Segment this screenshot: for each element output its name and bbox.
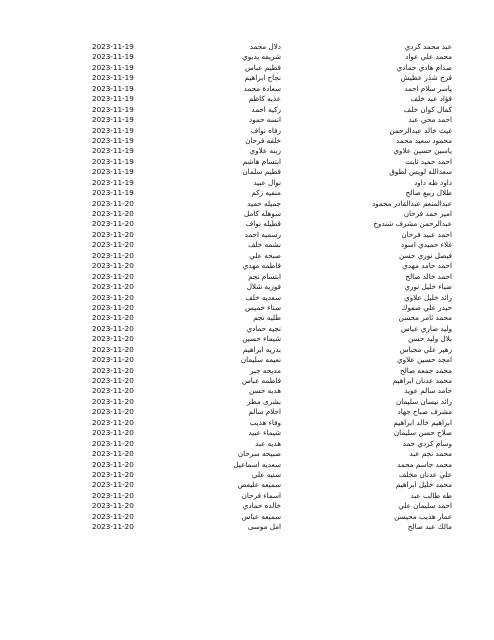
full-name: غلاء حميدي اسود: [400, 240, 452, 250]
record-row: [0, 157, 494, 167]
full-name: محمد نجم عبد: [409, 449, 452, 459]
mother-name: شيماء حسين: [242, 334, 281, 344]
record-row: [0, 303, 494, 313]
full-name: ضياء خليل نوري: [404, 282, 452, 292]
record-row: [0, 105, 494, 115]
date: 2023-11-20: [92, 417, 134, 427]
date: 2023-11-20: [92, 522, 134, 532]
full-name: وليد ضاري عباس: [401, 323, 452, 333]
record-row: [0, 439, 494, 449]
full-name: امير حمد فرحان: [403, 209, 452, 218]
date: 2023-11-20: [92, 396, 134, 406]
full-name: مشرف صباح جهاد: [397, 407, 452, 417]
record-row: [0, 355, 494, 365]
mother-name: ابتسام نجم: [248, 271, 281, 281]
mother-name: انسه حمود: [248, 115, 281, 125]
full-name: عبدالرحمن مشرف شندوخ: [373, 219, 452, 229]
date: 2023-11-20: [92, 229, 134, 239]
mother-name: شريفه بدبوي: [242, 52, 281, 62]
mother-name: احلام سالم: [248, 407, 281, 417]
date: 2023-11-20: [92, 511, 134, 521]
mother-name: فاطمه مهدي: [242, 261, 281, 271]
full-name: صلاح حسن سليمان: [393, 428, 452, 438]
mother-name: سعديه خلف: [245, 292, 281, 302]
date: 2023-11-20: [92, 438, 134, 448]
full-name: احمد عبيد فرحان: [401, 229, 452, 239]
records-list: [0, 42, 494, 533]
record-row: [0, 230, 494, 240]
mother-name: خالده حمادي: [242, 501, 281, 511]
mother-name: سوهله كامل: [244, 209, 281, 218]
record-row: [0, 136, 494, 146]
record-row: [0, 491, 494, 501]
mother-name: هديه حسن: [248, 386, 281, 396]
date: 2023-11-19: [92, 115, 134, 125]
record-row: [0, 240, 494, 250]
record-row: [0, 480, 494, 490]
date: 2023-11-20: [92, 490, 134, 500]
record-row: [0, 470, 494, 480]
record-row: [0, 407, 494, 417]
mother-name: صبحه علي: [249, 250, 281, 260]
date: 2023-11-19: [92, 94, 134, 104]
date: 2023-11-19: [92, 188, 134, 198]
date: 2023-11-20: [92, 219, 134, 229]
mother-name: اسماء فرحان: [241, 490, 281, 500]
date: 2023-11-19: [92, 73, 134, 83]
record-row: [0, 512, 494, 522]
full-name: محمود سعيد محمد: [396, 135, 452, 145]
record-row: [0, 501, 494, 511]
date: 2023-11-20: [92, 386, 134, 396]
record-row: [0, 386, 494, 396]
full-name: محمد جاسم محمد: [397, 459, 452, 469]
date: 2023-11-20: [92, 282, 134, 292]
date: 2023-11-20: [92, 459, 134, 469]
record-row: [0, 52, 494, 62]
mother-name: بشرى مطر: [246, 396, 281, 406]
mother-name: امل موسى: [247, 522, 281, 532]
record-row: [0, 397, 494, 407]
date: 2023-11-19: [92, 52, 134, 62]
date: 2023-11-20: [92, 240, 134, 250]
record-row: [0, 522, 494, 532]
full-name: فيصل نوري حسن: [399, 250, 452, 260]
record-row: [0, 115, 494, 125]
mother-name: بدريه ابراهيم: [242, 344, 281, 354]
full-name: ياسين حسين علاوي: [393, 146, 452, 156]
record-row: [0, 219, 494, 229]
record-row: [0, 199, 494, 209]
full-name: احمد سليمان علي: [398, 501, 452, 511]
mother-name: سعديه اسماعيل: [233, 459, 281, 469]
mother-name: فطيم سلمان: [242, 167, 281, 177]
date: 2023-11-19: [92, 62, 134, 72]
mother-name: دلال محمد: [249, 42, 281, 51]
record-row: [0, 146, 494, 156]
full-name: عبدالمنعم عبدالقادر محمود: [371, 198, 452, 208]
mother-name: جميله حميد: [247, 198, 281, 208]
full-name: رائد نيسان سليمان: [395, 396, 452, 406]
record-row: [0, 366, 494, 376]
date: 2023-11-20: [92, 344, 134, 354]
full-name: مالك عبد صالح: [407, 522, 452, 532]
date: 2023-11-20: [92, 480, 134, 490]
mother-name: فطيم عباس: [245, 62, 281, 72]
date: 2023-11-20: [92, 355, 134, 365]
record-row: [0, 63, 494, 73]
full-name: محمد جمعه صالح: [399, 365, 452, 375]
full-name: كمال كوان خلف: [403, 104, 452, 114]
record-row: [0, 167, 494, 177]
full-name: فؤاد عبد خلف: [410, 94, 452, 104]
record-row: [0, 449, 494, 459]
full-name: محمد خليل ابراهيم: [395, 480, 452, 490]
full-name: بلال وليد حسن: [407, 334, 452, 344]
mother-name: وفاء هذيب: [249, 417, 281, 427]
date: 2023-11-20: [92, 198, 134, 208]
full-name: زهير علي مجباس: [399, 344, 452, 354]
full-name: طلال ربيع صالح: [405, 188, 452, 198]
date: 2023-11-19: [92, 167, 134, 177]
date: 2023-11-19: [92, 177, 134, 187]
full-name: علي عدنان مخلف: [398, 469, 452, 479]
full-name: سعدالله لويس لطوق: [389, 167, 452, 177]
date: 2023-11-19: [92, 104, 134, 114]
mother-name: فوزيه شلال: [246, 282, 281, 292]
mother-name: نجاح ابراهيم: [244, 73, 281, 83]
mother-name: طليه نجم: [253, 313, 281, 323]
mother-name: رفاه نواف: [250, 125, 281, 135]
date: 2023-11-20: [92, 209, 134, 218]
record-row: [0, 94, 494, 104]
mother-name: سنيه علي: [251, 469, 281, 479]
record-row: [0, 209, 494, 219]
mother-name: نجيه حمادي: [246, 323, 281, 333]
full-name: رائد خليل علاوي: [404, 292, 452, 302]
full-name: ابراهيم خالد ابراهيم: [393, 417, 452, 427]
date: 2023-11-19: [92, 42, 134, 51]
full-name: فرج شذر عطيش: [400, 73, 452, 83]
record-row: [0, 272, 494, 282]
mother-name: رسميه احمد: [244, 229, 281, 239]
full-name: محمد علي عواد: [405, 52, 452, 62]
date: 2023-11-19: [92, 156, 134, 166]
date: 2023-11-20: [92, 250, 134, 260]
mother-name: مديحه جبر: [250, 365, 281, 375]
mother-name: سميعه عباس: [241, 511, 281, 521]
mother-name: عذيه كاظم: [248, 94, 281, 104]
full-name: عبد محمد كردي: [404, 42, 452, 51]
mother-name: نوال عبيد: [253, 177, 281, 187]
record-row: [0, 42, 494, 52]
mother-name: نشمه خلف: [248, 240, 281, 250]
date: 2023-11-20: [92, 302, 134, 312]
mother-name: هديه عبد: [255, 438, 281, 448]
date: 2023-11-19: [92, 146, 134, 156]
full-name: صدام هادي حمادي: [396, 62, 452, 72]
record-row: [0, 261, 494, 271]
date: 2023-11-20: [92, 376, 134, 385]
mother-name: نعيمه سليمان: [240, 355, 281, 365]
record-row: [0, 460, 494, 470]
date: 2023-11-20: [92, 501, 134, 511]
date: 2023-11-19: [92, 83, 134, 93]
full-name: داود طه داود: [414, 177, 452, 187]
record-row: [0, 84, 494, 94]
mother-name: سعادة محمد: [243, 83, 281, 93]
record-row: [0, 324, 494, 334]
record-row: [0, 313, 494, 323]
record-row: [0, 293, 494, 303]
full-name: ياسر سلام احمد: [404, 83, 452, 93]
full-name: امجد حسين علاوي: [397, 355, 452, 365]
mother-name: سناء خميس: [245, 302, 281, 312]
mother-name: صبيحه سرحان: [237, 449, 281, 459]
record-row: [0, 126, 494, 136]
date: 2023-11-20: [92, 313, 134, 323]
mother-name: زكيه احمد: [251, 104, 281, 114]
record-row: [0, 418, 494, 428]
date: 2023-11-20: [92, 449, 134, 459]
date: 2023-11-20: [92, 261, 134, 271]
mother-name: قطيله نواف: [245, 219, 281, 229]
date: 2023-11-20: [92, 292, 134, 302]
full-name: وسام كردي حمد: [402, 438, 452, 448]
date: 2023-11-19: [92, 125, 134, 135]
full-name: احمد خالد صالح: [405, 271, 452, 281]
full-name: حامد سالم عويد: [404, 386, 452, 396]
mother-name: سميعه عليفص: [237, 480, 281, 490]
record-row: [0, 188, 494, 198]
full-name: حيدر علي صفوك: [401, 302, 452, 312]
mother-name: زينه علاوي: [249, 146, 281, 156]
mother-name: شيماء عبيد: [248, 428, 281, 438]
full-name: احمد حامد مهدي: [402, 261, 452, 271]
record-row: [0, 428, 494, 438]
date: 2023-11-20: [92, 428, 134, 438]
full-name: محمد عدنان ابراهيم: [392, 376, 452, 385]
date: 2023-11-20: [92, 334, 134, 344]
date: 2023-11-20: [92, 271, 134, 281]
date: 2023-11-20: [92, 365, 134, 375]
full-name: عمار هذيب محيسن: [394, 511, 452, 521]
full-name: طه طالب عبد: [410, 490, 452, 500]
record-row: [0, 73, 494, 83]
record-row: [0, 345, 494, 355]
mother-name: فاطمه عباس: [241, 376, 281, 385]
full-name: محمد ثامر محسن: [398, 313, 452, 323]
mother-name: خلفه فرحان: [245, 135, 281, 145]
mother-name: منفيه زكم: [251, 188, 281, 198]
record-row: [0, 376, 494, 386]
record-row: [0, 282, 494, 292]
date: 2023-11-20: [92, 323, 134, 333]
record-row: [0, 251, 494, 261]
record-row: [0, 334, 494, 344]
date: 2023-11-20: [92, 469, 134, 479]
date: 2023-11-19: [92, 135, 134, 145]
full-name: احمد محي عبد: [408, 115, 452, 125]
full-name: غيث خالد عبدالرحمن: [389, 125, 452, 135]
mother-name: ابتسام هاشم: [242, 156, 281, 166]
record-row: [0, 178, 494, 188]
full-name: احمد حميد ثابت: [405, 156, 452, 166]
date: 2023-11-20: [92, 407, 134, 417]
